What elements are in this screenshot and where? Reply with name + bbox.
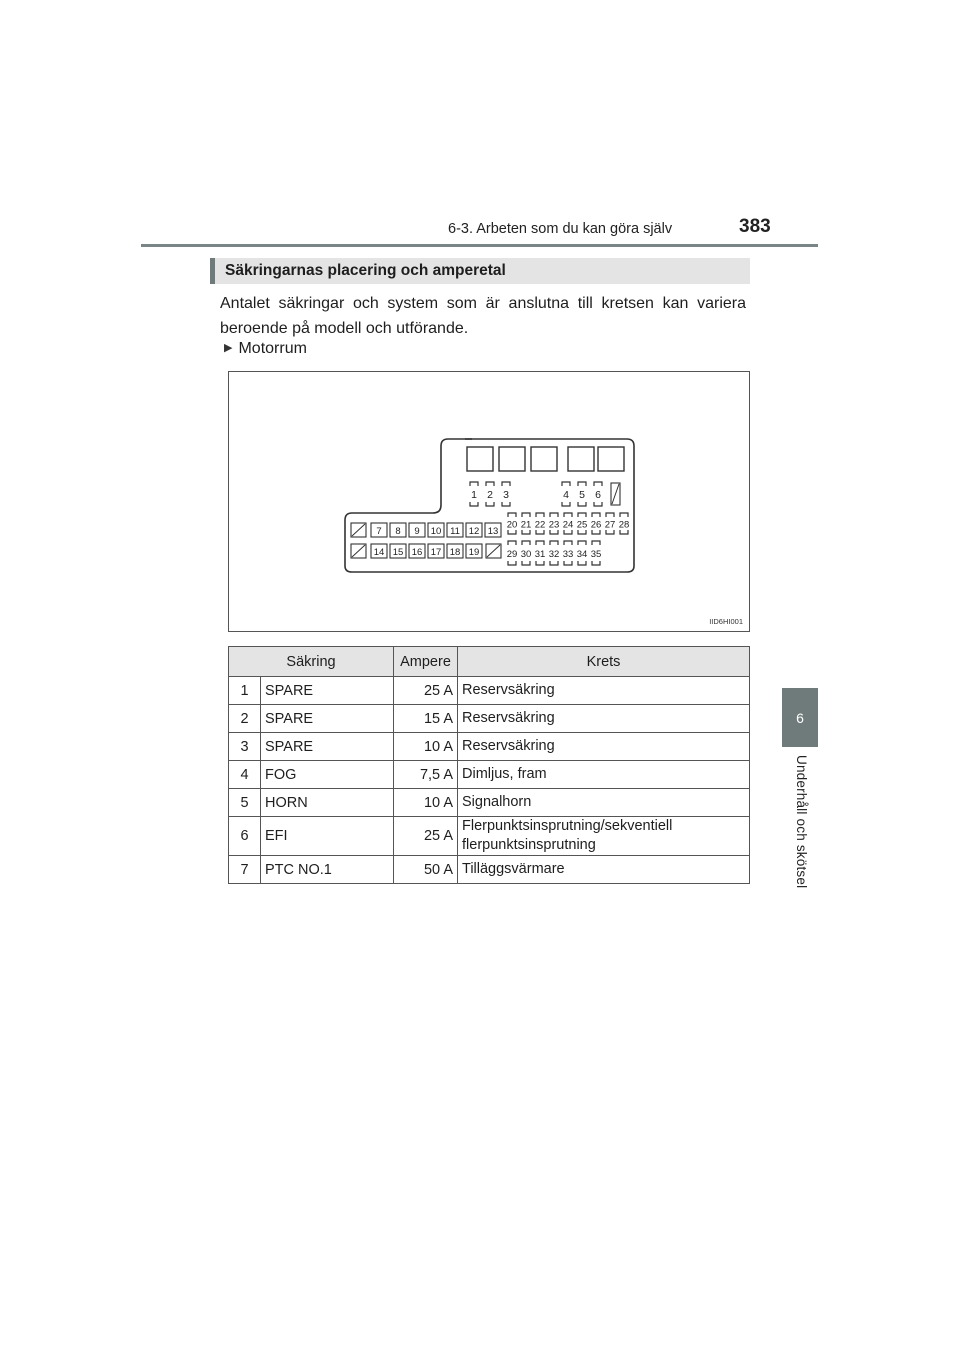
fuse-bracket-bottom	[470, 502, 478, 506]
fuse-bracket-top	[550, 541, 558, 545]
blade-fuse	[591, 541, 602, 565]
blade-fuse	[470, 482, 478, 506]
intro-paragraph: Antalet säkringar och system som är anslutna till kretsen kan variera beroende på modell och utförande.	[220, 295, 746, 337]
fuse-label: 21	[520, 519, 532, 531]
fuse-label: 10	[430, 526, 442, 537]
fuse-bracket-bottom	[508, 561, 516, 565]
blade-fuse	[578, 482, 586, 506]
fuse-bracket-bottom	[578, 502, 586, 506]
fuse-name: EFI	[261, 817, 394, 856]
table-row	[229, 733, 750, 761]
fuse-label: 28	[618, 519, 630, 531]
fuse-bracket-bottom	[562, 502, 570, 506]
blade-fuse	[521, 513, 532, 534]
fuse-bracket-bottom	[564, 530, 572, 534]
fuse-bracket-top	[578, 541, 586, 545]
fuse-name: SPARE	[261, 733, 394, 761]
square-fuse	[447, 523, 463, 537]
fuse-ampere: 15 A	[394, 705, 458, 733]
fuse-label: 14	[373, 547, 385, 558]
fuse-label: 19	[468, 547, 480, 558]
blade-fuse	[594, 482, 602, 506]
square-fuse	[390, 523, 406, 537]
fuse-bracket-bottom	[522, 561, 530, 565]
fuse-label: 6	[595, 489, 601, 501]
table-row	[229, 705, 750, 733]
relay-group	[467, 447, 624, 471]
fuse-ampere: 10 A	[394, 733, 458, 761]
fuse-bracket-bottom	[564, 561, 572, 565]
fuse-circuit: Flerpunktsinsprutning/sekventiell flerpunktsinsprutning	[458, 817, 750, 856]
fuse-bracket-top	[578, 482, 586, 486]
fuse-name: PTC NO.1	[261, 856, 394, 884]
relay-box	[531, 447, 557, 471]
fuse-label: 17	[430, 547, 442, 558]
fuse-bracket-bottom	[620, 530, 628, 534]
fuse-name: SPARE	[261, 677, 394, 705]
fuse-bracket-top	[564, 513, 572, 517]
table-row	[229, 677, 750, 705]
fuse-label: 2	[487, 489, 493, 501]
blade-fuse	[577, 513, 588, 534]
fuse-label: 15	[392, 547, 404, 558]
table-header-row	[229, 647, 750, 677]
fuse-bracket-top	[550, 513, 558, 517]
fuse-bracket-top	[578, 513, 586, 517]
square-fuse	[409, 523, 425, 537]
fuse-ampere: 50 A	[394, 856, 458, 884]
fuse-ampere: 10 A	[394, 789, 458, 817]
fuse-bracket-bottom	[578, 561, 586, 565]
fuse-bracket-bottom	[594, 502, 602, 506]
fuse-label: 8	[395, 526, 401, 537]
page-number: 383	[739, 216, 771, 237]
blade-fuse	[502, 482, 510, 506]
blade-fuse	[619, 513, 630, 534]
blade-fuse	[549, 513, 560, 534]
fuse-label: 23	[548, 519, 560, 531]
chapter-tab: 6	[782, 688, 818, 747]
fuse-label: 1	[471, 489, 477, 501]
square-fuse	[485, 523, 501, 537]
fuse-label: 35	[590, 549, 602, 560]
fuse-label: 16	[411, 547, 423, 558]
fuse-number: 5	[229, 789, 261, 817]
blade-fuse	[549, 541, 560, 565]
fuse-bracket-bottom	[502, 502, 510, 506]
fuse-name: HORN	[261, 789, 394, 817]
header-circuit: Krets	[458, 647, 750, 677]
fuse-number: 4	[229, 761, 261, 789]
fuse-bracket-top	[562, 482, 570, 486]
fuse-bracket-bottom	[508, 530, 516, 534]
fuse-label: 30	[520, 549, 532, 560]
fuse-number: 2	[229, 705, 261, 733]
square-fuse	[447, 544, 463, 558]
fuse-name: SPARE	[261, 705, 394, 733]
relay-box	[467, 447, 493, 471]
header-rule	[141, 244, 818, 247]
fuse-label: 9	[414, 526, 420, 537]
fuse-label: 26	[590, 519, 602, 531]
spare-slot-slash	[352, 524, 365, 536]
fuse-bracket-top	[508, 513, 516, 517]
fuse-bracket-top	[536, 513, 544, 517]
fuse-label: 5	[579, 489, 585, 501]
fuse-label: 11	[450, 526, 460, 537]
section-title-bar	[210, 258, 750, 284]
fuse-label: 29	[506, 549, 518, 560]
fuse-number: 7	[229, 856, 261, 884]
fuse-group	[351, 482, 629, 565]
fuse-label: 27	[604, 519, 616, 531]
blade-fuse	[535, 513, 546, 534]
square-fuse	[428, 523, 444, 537]
relay-box	[499, 447, 525, 471]
fuse-ampere: 7,5 A	[394, 761, 458, 789]
blade-fuse	[577, 541, 588, 565]
square-fuse	[371, 523, 387, 537]
fuse-number: 1	[229, 677, 261, 705]
fuse-circuit: Reservsäkring	[458, 733, 750, 761]
fuse-ampere: 25 A	[394, 677, 458, 705]
spare-slot-slash	[352, 545, 365, 557]
fuse-label: 20	[506, 519, 518, 531]
fuse-bracket-top	[508, 541, 516, 545]
fuse-bracket-top	[522, 513, 530, 517]
fuse-label: 25	[576, 519, 588, 531]
figure-id: IID6HI001	[709, 617, 743, 626]
fuse-bracket-top	[536, 541, 544, 545]
fuse-bracket-bottom	[522, 530, 530, 534]
table-row	[229, 856, 750, 884]
fuse-bracket-top	[594, 482, 602, 486]
fuse-box-figure	[228, 371, 750, 632]
fuse-label: 18	[449, 547, 461, 558]
fuse-label: 13	[487, 526, 499, 537]
blade-fuse	[563, 541, 574, 565]
square-fuse	[466, 544, 482, 558]
table-row	[229, 817, 750, 856]
spare-slot-slash	[487, 545, 500, 557]
fuse-label: 33	[562, 549, 574, 560]
fuse-bracket-bottom	[550, 561, 558, 565]
subheading-text: Motorrum	[238, 340, 307, 357]
blade-fuse	[562, 482, 570, 506]
fuse-bracket-top	[564, 541, 572, 545]
fuse-circuit: Reservsäkring	[458, 705, 750, 733]
fuse-bracket-bottom	[578, 530, 586, 534]
fuse-label: 31	[534, 549, 546, 560]
fuse-circuit: Signalhorn	[458, 789, 750, 817]
fuse-bracket-top	[486, 482, 494, 486]
blade-fuse	[486, 482, 494, 506]
fuse-label: 3	[503, 489, 509, 501]
fuse-bracket-bottom	[592, 530, 600, 534]
fuse-label: 22	[534, 519, 546, 531]
fuse-number: 3	[229, 733, 261, 761]
fuse-label: 32	[548, 549, 560, 560]
table-row	[229, 761, 750, 789]
section-title: Säkringarnas placering och amperetal	[225, 262, 506, 279]
header-fuse: Säkring	[229, 647, 394, 677]
running-header: 6-3. Arbeten som du kan göra själv	[448, 221, 673, 237]
fuse-circuit: Tilläggsvärmare	[458, 856, 750, 884]
fuse-bracket-top	[522, 541, 530, 545]
fuse-label: 34	[576, 549, 588, 560]
square-fuse	[428, 544, 444, 558]
blade-fuse	[521, 541, 532, 565]
fuse-bracket-top	[620, 513, 628, 517]
relay-box	[568, 447, 594, 471]
fuse-box-diagram	[229, 372, 751, 633]
fuse-bracket-bottom	[550, 530, 558, 534]
fuse-name: FOG	[261, 761, 394, 789]
relay-box	[598, 447, 624, 471]
fuse-circuit: Reservsäkring	[458, 677, 750, 705]
fuse-label: 4	[563, 489, 569, 501]
fuse-bracket-bottom	[606, 530, 614, 534]
blade-fuse	[563, 513, 574, 534]
square-fuse	[409, 544, 425, 558]
fuse-ampere: 25 A	[394, 817, 458, 856]
fuse-circuit: Dimljus, fram	[458, 761, 750, 789]
square-fuse	[390, 544, 406, 558]
fuse-bracket-top	[606, 513, 614, 517]
fuse-table	[228, 646, 750, 884]
triangle-right-icon: ▶	[224, 342, 233, 354]
header-ampere: Ampere	[394, 647, 458, 677]
blade-fuse	[507, 513, 518, 534]
chapter-label: Underhåll och skötsel	[794, 755, 809, 889]
table-row	[229, 789, 750, 817]
blade-fuse	[507, 541, 518, 565]
fuse-label: 24	[562, 519, 574, 531]
fuse-bracket-top	[470, 482, 478, 486]
fuse-bracket-bottom	[486, 502, 494, 506]
fuse-number: 6	[229, 817, 261, 856]
fuse-bracket-top	[592, 513, 600, 517]
subheading	[224, 340, 307, 358]
fuse-bracket-bottom	[536, 530, 544, 534]
fuse-bracket-top	[592, 541, 600, 545]
blade-fuse	[535, 541, 546, 565]
spare-slot-slash	[612, 484, 619, 504]
fuse-bracket-bottom	[592, 561, 600, 565]
square-fuse	[466, 523, 482, 537]
fuse-label: 7	[376, 526, 382, 537]
fuse-bracket-top	[502, 482, 510, 486]
fuse-label: 12	[468, 526, 480, 537]
fuse-bracket-bottom	[536, 561, 544, 565]
blade-fuse	[591, 513, 602, 534]
blade-fuse	[605, 513, 616, 534]
square-fuse	[371, 544, 387, 558]
